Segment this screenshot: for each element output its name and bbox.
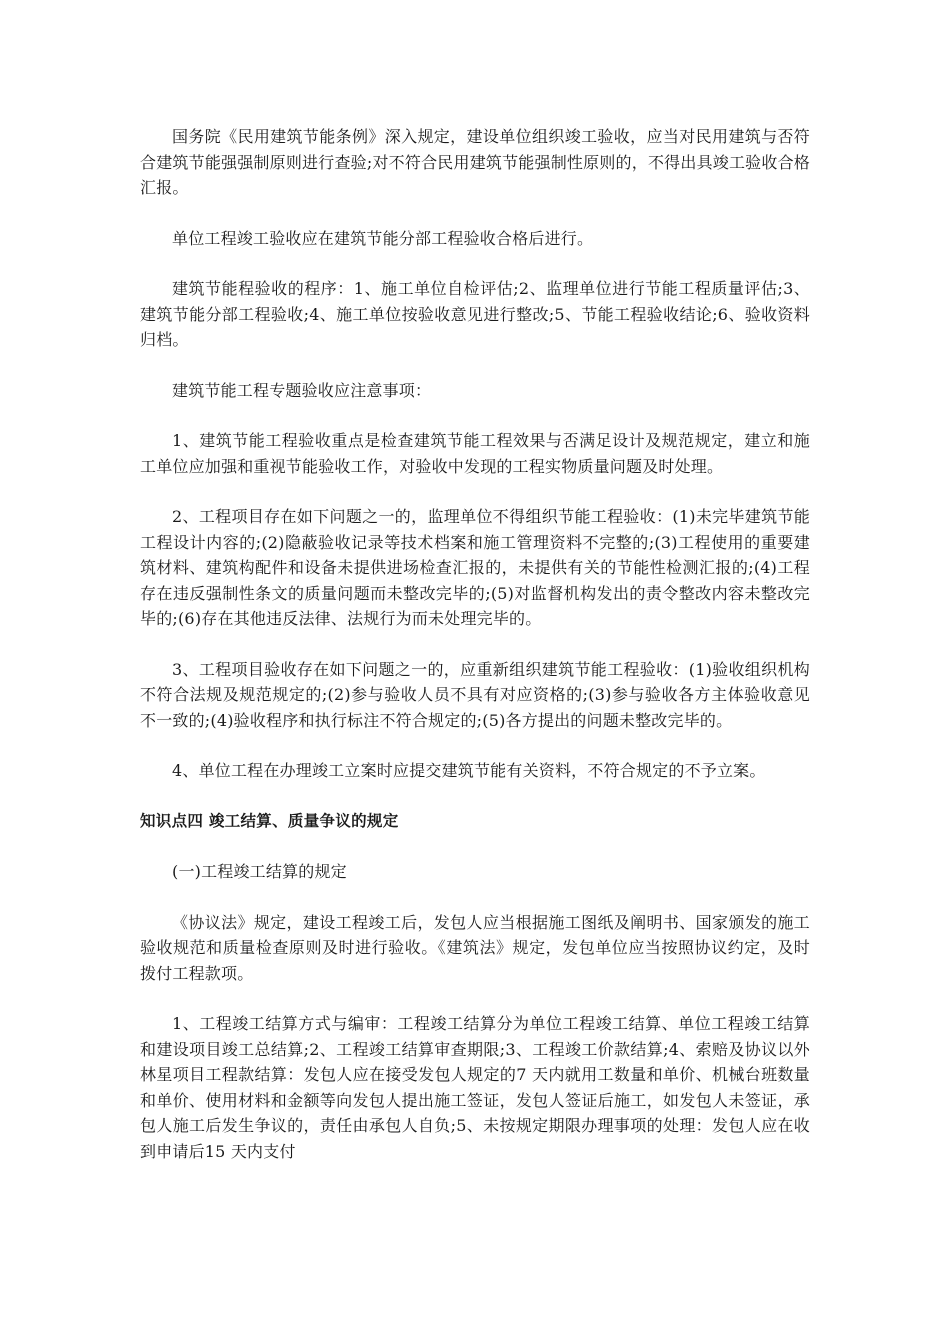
paragraph: 1、工程竣工结算方式与编审：工程竣工结算分为单位工程竣工结算、单位工程竣工结算和建设项目竣工总结算;2、工程竣工结算审查期限;3、工程竣工价款结算;4、索赔及协议以外林星项目工程款结算：发包人应在接受发包人规定的7 天内就用工数量和单价、机械台班数量和单价、使用材料和金额等向发包人提出施工签证，发包人签证后施工，如发包人未签证，承包人施工后发生争议的，责任由承包人自负;5、未按规定期限办理事项的处理：发包人应在收到申请后15 天内支付	[140, 1014, 810, 1161]
paragraph: 建筑节能程验收的程序：1、施工单位自检评估;2、监理单位进行节能工程质量评估;3、建筑节能分部工程验收;4、施工单位按验收意见进行整改;5、节能工程验收结论;6、验收资料归档。	[140, 279, 810, 349]
paragraph: 2、工程项目存在如下问题之一的，监理单位不得组织节能工程验收：(1)未完毕建筑节能工程设计内容的;(2)隐蔽验收记录等技术档案和施工管理资料不完整的;(3)工程使用的重要建筑材料、建筑构配件和设备未提供进场检查汇报的，未提供有关的节能性检测汇报的;(4)工程存在违反强制性条文的质量问题而未整改完毕的;(5)对监督机构发出的责令整改内容未整改完毕的;(6)存在其他违反法律、法规行为而未处理完毕的。	[140, 507, 810, 628]
paragraph: 3、工程项目验收存在如下问题之一的，应重新组织建筑节能工程验收：(1)验收组织机构不符合法规及规范规定的;(2)参与验收人员不具有对应资格的;(3)参与验收各方主体验收意见不一致的;(4)验收程序和执行标注不符合规定的;(5)各方提出的问题未整改完毕的。	[140, 659, 810, 730]
section-heading: 知识点四 竣工结算、质量争议的规定	[140, 811, 399, 830]
paragraph: 1、建筑节能工程验收重点是检查建筑节能工程效果与否满足设计及规范规定，建立和施工单位应加强和重视节能验收工作，对验收中发现的工程实物质量问题及时处理。	[140, 431, 810, 476]
sub-heading: (一)工程竣工结算的规定	[172, 862, 347, 881]
paragraph: 《协议法》规定，建设工程竣工后，发包人应当根据施工图纸及阐明书、国家颁发的施工验收规范和质量检查原则及时进行验收。《建筑法》规定，发包单位应当按照协议约定，及时拨付工程款项。	[140, 912, 810, 983]
paragraph: 单位工程竣工验收应在建筑节能分部工程验收合格后进行。	[172, 228, 594, 248]
paragraph: 国务院《民用建筑节能条例》深入规定，建设单位组织竣工验收，应当对民用建筑与否符合建筑节能强强制原则进行查验;对不符合民用建筑节能强制性原则的，不得出具竣工验收合格汇报。	[140, 127, 810, 197]
paragraph: 建筑节能工程专题验收应注意事项：	[172, 380, 432, 400]
paragraph: 4、单位工程在办理竣工立案时应提交建筑节能有关资料，不符合规定的不予立案。	[172, 761, 766, 780]
